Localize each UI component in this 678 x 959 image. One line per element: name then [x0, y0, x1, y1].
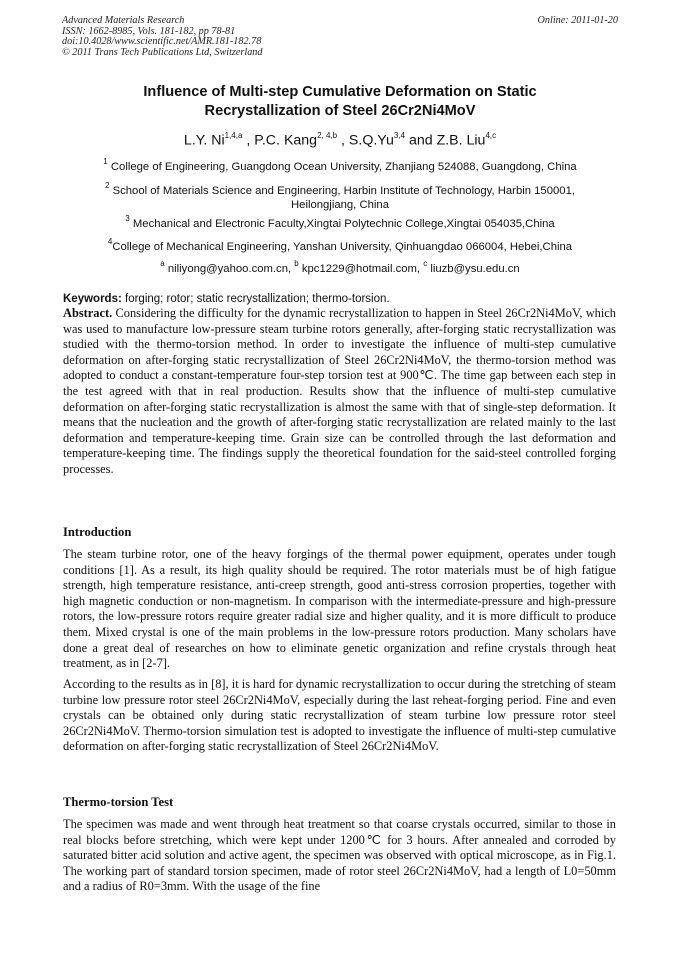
section-heading-thermo-torsion: Thermo-torsion Test — [63, 795, 174, 809]
keywords-line — [63, 292, 619, 306]
introduction-paragraph-1: The steam turbine rotor, one of the heavy forgings of the thermal power equipment, operates under tough conditions [1]. As a result, its high quality should be required. The rotor materials must be of high fatigue strength, high temperature resistance, anti-creep strength, good anti-stress corrosion properties, together with high magnetic conduction or non-magnetism. In comparison with the intermediate-pressure and high-pressure rotors, the low-pressure rotors require greater radial size and higher quality, and it is more difficult to produce them. Mixed crystal is one of the main problems in the low-pressure rotors production. Many scholars have done a great deal of researches on how to eliminate genetic organization and refine crystals through heat treatment, as in [2-7]. — [63, 547, 616, 671]
author-name: P.C. Kang — [254, 132, 318, 149]
issn-line: ISSN: 1662-8985, Vols. 181-182, pp 78-81 — [62, 25, 236, 37]
email-mark: b — [294, 259, 299, 268]
title-line-1: Influence of Multi-step Cumulative Deformation on Static — [143, 84, 537, 100]
affiliation-text-cont: Heilongjiang, China — [291, 198, 389, 211]
paper-title — [62, 83, 618, 120]
email-mark: a — [160, 259, 165, 268]
abstract — [63, 306, 616, 478]
abstract-label: Abstract. — [63, 306, 113, 320]
email-link[interactable]: kpc1229@hotmail.com, — [301, 262, 421, 275]
email-mark: c — [423, 259, 428, 268]
doi-line: doi:10.4028/www.scientific.net/AMR.181-182.78 — [62, 36, 262, 48]
affiliation-text: College of Engineering, Guangdong Ocean University, Zhanjiang 524088, Guangdong, China — [110, 160, 577, 173]
email-link[interactable]: niliyong@yahoo.com.cn, — [167, 262, 292, 275]
author-list — [62, 128, 618, 150]
author-name: S.Q.Yu — [348, 132, 394, 149]
author-emails — [62, 258, 618, 276]
keywords-label: Keywords: — [63, 293, 122, 305]
author-separator: and — [405, 132, 437, 149]
affiliation-text: Mechanical and Electronic Faculty,Xingtai Polytechnic College,Xingtai 054035,China — [132, 217, 555, 230]
author-affil-mark: 2, 4,b — [317, 131, 338, 140]
affiliation-mark: 4 — [107, 237, 113, 246]
running-header — [62, 16, 618, 58]
journal-name: Advanced Materials Research — [62, 15, 185, 26]
affiliation-text: College of Mechanical Engineering, Yanshan University, Qinhuangdao 066004, Hebei,China — [112, 240, 573, 253]
affiliation-1 — [62, 156, 618, 175]
author-name: L.Y. Ni — [183, 132, 225, 149]
abstract-text: Considering the difficulty for the dynamic recrystallization to happen in Steel 26Cr2Ni4MoV, which was used to manufacture low-pressure steam turbine rotors generally, after-forging static recrystallization was studied with the thermo-torsion method. In order to investigate the influence of multi-step cumulative deformation on after-forging static recrystallization of Steel 26Cr2Ni4MoV, the thermo-torsion method was adopted to conduct a constant-temperature four-step torsion test at 900℃. The time gap between each step in the test agreed with that in real production. Results show that the influence of multi-step cumulative deformation on after-forging static recrystallization is almost the same with that of single-step deformation. It means that the nucleation and the growth of after-forging static recrystallization are related mainly to the last deformation and temperature-keeping time. Grain size can be controlled through the last deformation and temperature-keeping time. The findings supply the theoretical foundation for the said-steel controlled forging processes. — [63, 306, 616, 476]
author-affil-mark: 3,4 — [393, 131, 405, 140]
thermo-torsion-paragraph-1: The specimen was made and went through heat treatment so that coarse crystals occurred, similar to those in real blocks before stretching, which were kept under 1200℃ for 3 hours. After annealed and corroded by saturated bitter acid solution and active agent, the specimen was observed with optical microscope, as in Fig.1. The working part of standard torsion specimen, made of rotor steel 26Cr2Ni4MoV, had a length of L0=50mm and a radius of R0=3mm. With the usage of the fine — [63, 817, 616, 894]
author-separator: , — [337, 132, 349, 149]
author-affil-mark: 4,c — [485, 131, 497, 140]
online-date: Online: 2011-01-20 — [537, 15, 618, 26]
affiliation-3 — [62, 213, 618, 232]
author-name: Z.B. Liu — [436, 132, 486, 149]
affiliation-mark: 3 — [125, 214, 130, 223]
affiliation-mark: 2 — [104, 181, 110, 190]
affiliation-4 — [62, 236, 618, 255]
section-heading-introduction: Introduction — [63, 525, 132, 539]
author-affil-mark: 1,4,a — [224, 131, 243, 140]
email-link[interactable]: liuzb@ysu.edu.cn — [430, 262, 520, 275]
introduction-paragraph-2: According to the results as in [8], it is hard for dynamic recrystallization to occur during the stretching of steam turbine low pressure rotor steel 26Cr2Ni4MoV, especially during the last reheat-forging period. Fine and even crystals can be obtained only during static recrystallization of steam turbine low pressure rotor steel 26Cr2Ni4MoV. Thermo-torsion simulation test is adopted to investigate the influence of multi-step cumulative deformation on after-forging static recrystallization of Steel 26Cr2Ni4MoV. — [63, 677, 616, 754]
keywords-text: forging; rotor; static recrystallization; thermo-torsion. — [125, 293, 390, 305]
affiliation-mark: 1 — [103, 157, 108, 166]
affiliation-2 — [62, 180, 618, 212]
copyright-line: © 2011 Trans Tech Publications Ltd, Switzerland — [62, 46, 263, 58]
title-line-2: Recrystallization of Steel 26Cr2Ni4MoV — [204, 102, 476, 119]
affiliation-text: School of Materials Science and Engineering, Harbin Institute of Technology, Harbin 150001, — [112, 184, 575, 197]
author-separator: , — [242, 132, 255, 149]
